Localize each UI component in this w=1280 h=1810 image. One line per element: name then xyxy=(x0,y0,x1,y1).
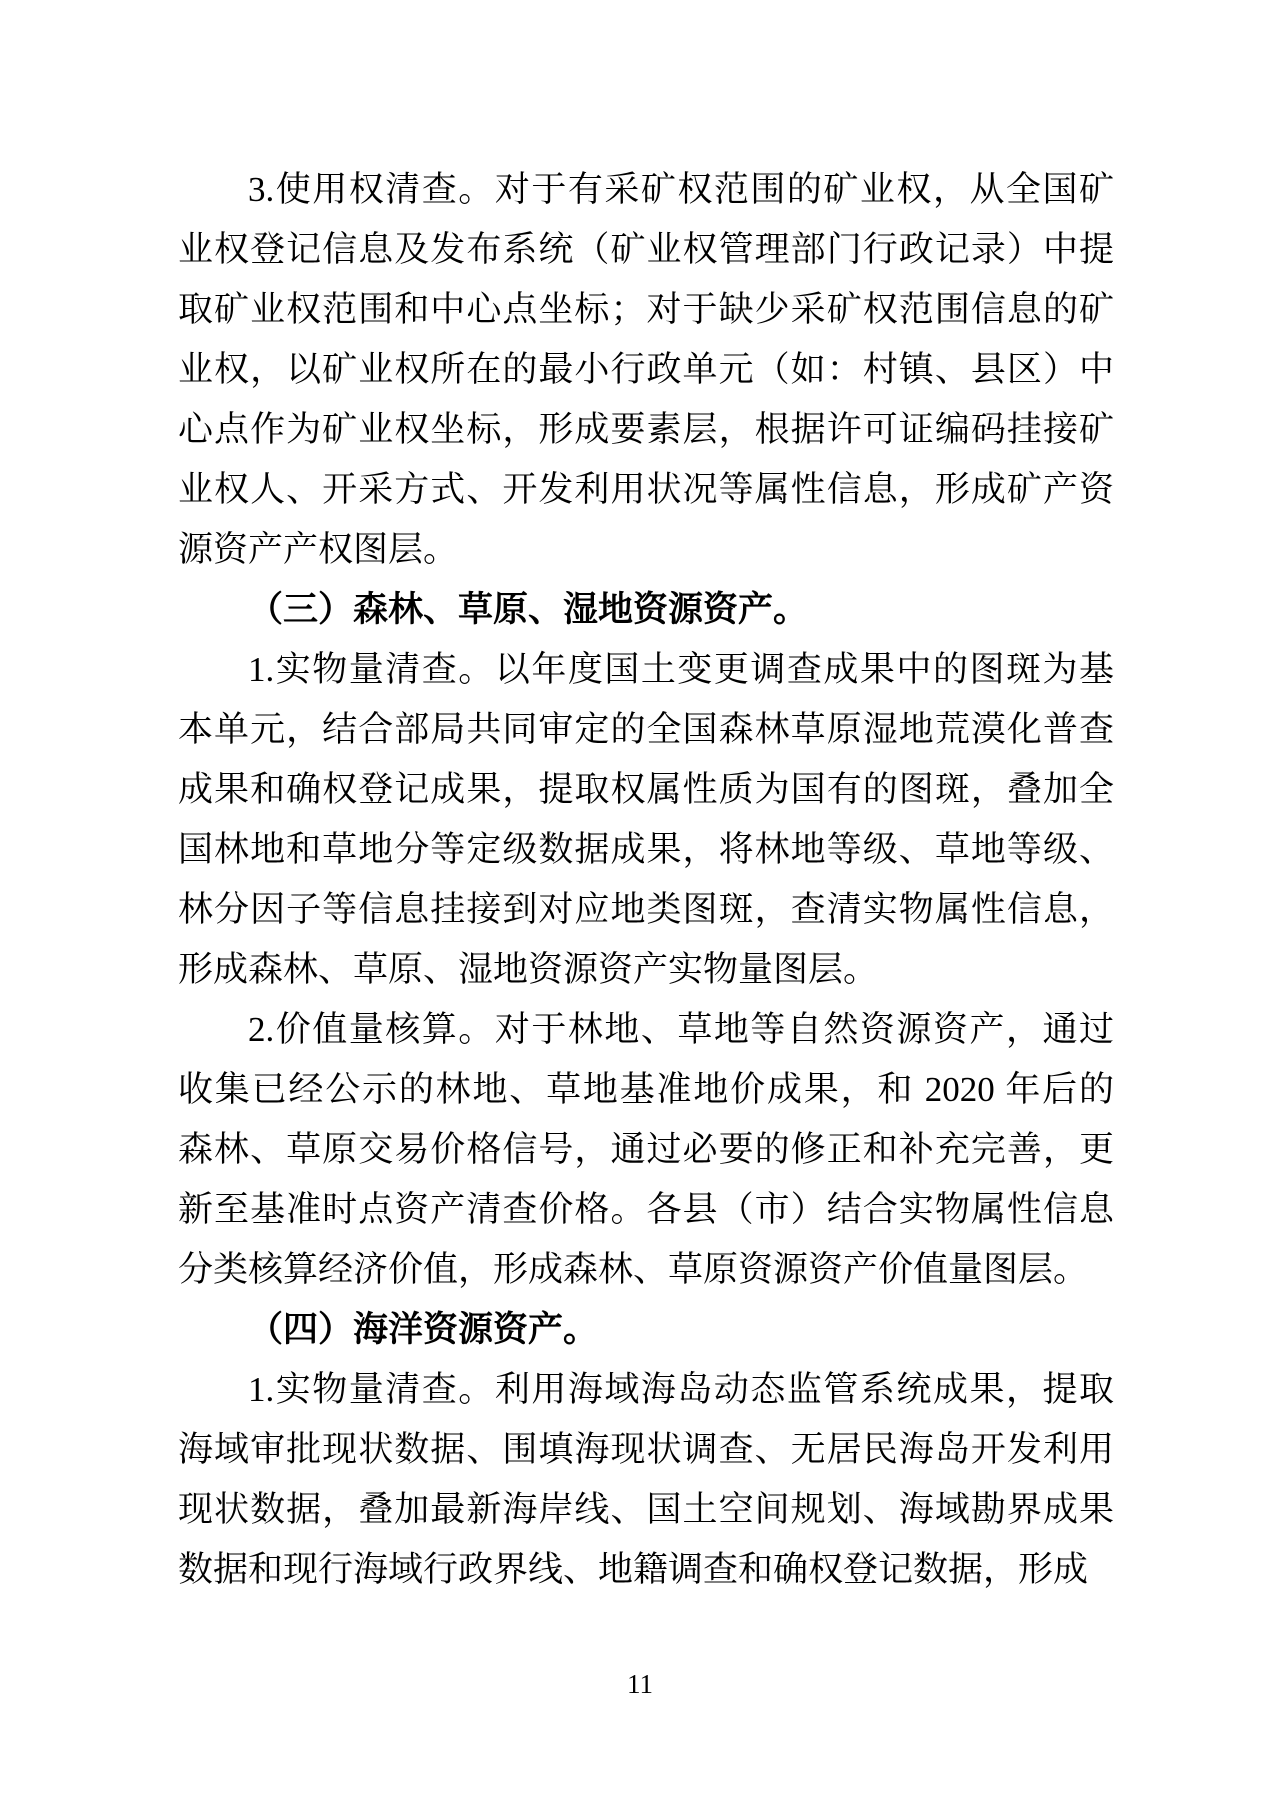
paragraph-line: 业权，以矿业权所在的最小行政单元（如：村镇、县区）中 xyxy=(178,350,1114,389)
paragraph-line: 海域审批现状数据、围填海现状调查、无居民海岛开发利用 xyxy=(178,1430,1114,1469)
paragraph-line: 现状数据，叠加最新海岸线、国土空间规划、海域勘界成果 xyxy=(178,1490,1114,1529)
paragraph-line: 森林、草原交易价格信号，通过必要的修正和补充完善，更 xyxy=(178,1130,1114,1169)
paragraph-line: 业权人、开采方式、开发利用状况等属性信息，形成矿产资 xyxy=(178,470,1114,509)
paragraph-line: 收集已经公示的林地、草地基准地价成果，和 2020 年后的 xyxy=(178,1070,1114,1109)
paragraph-line: 分类核算经济价值，形成森林、草原资源资产价值量图层。 xyxy=(178,1250,1089,1289)
document-body xyxy=(178,160,1114,1600)
paragraph-line: 数据和现行海域行政界线、地籍调查和确权登记数据，形成 xyxy=(178,1550,1089,1589)
paragraph-line: 业权登记信息及发布系统（矿业权管理部门行政记录）中提 xyxy=(178,230,1114,269)
section-heading: （三）森林、草原、湿地资源资产。 xyxy=(248,590,809,629)
paragraph-line: 国林地和草地分等定级数据成果，将林地等级、草地等级、 xyxy=(178,830,1114,869)
paragraph-line: 3.使用权清查。对于有采矿权范围的矿业权，从全国矿 xyxy=(248,170,1114,209)
section-heading: （四）海洋资源资产。 xyxy=(248,1310,599,1349)
paragraph-line: 形成森林、草原、湿地资源资产实物量图层。 xyxy=(178,950,879,989)
paragraph-line: 源资产产权图层。 xyxy=(178,530,459,569)
paragraph-line: 1.实物量清查。利用海域海岛动态监管系统成果，提取 xyxy=(248,1370,1114,1409)
paragraph-line: 2.价值量核算。对于林地、草地等自然资源资产，通过 xyxy=(248,1010,1114,1049)
paragraph-line: 心点作为矿业权坐标，形成要素层，根据许可证编码挂接矿 xyxy=(178,410,1114,449)
paragraph-line: 成果和确权登记成果，提取权属性质为国有的图斑，叠加全 xyxy=(178,770,1114,809)
paragraph-line: 取矿业权范围和中心点坐标；对于缺少采矿权范围信息的矿 xyxy=(178,290,1114,329)
page-number: 11 xyxy=(627,1669,653,1699)
paragraph-line: 1.实物量清查。以年度国土变更调查成果中的图斑为基 xyxy=(248,650,1114,689)
paragraph-line: 本单元，结合部局共同审定的全国森林草原湿地荒漠化普查 xyxy=(178,710,1114,749)
paragraph-line: 新至基准时点资产清查价格。各县（市）结合实物属性信息 xyxy=(178,1190,1114,1229)
paragraph-line: 林分因子等信息挂接到对应地类图斑，查清实物属性信息， xyxy=(178,890,1114,929)
